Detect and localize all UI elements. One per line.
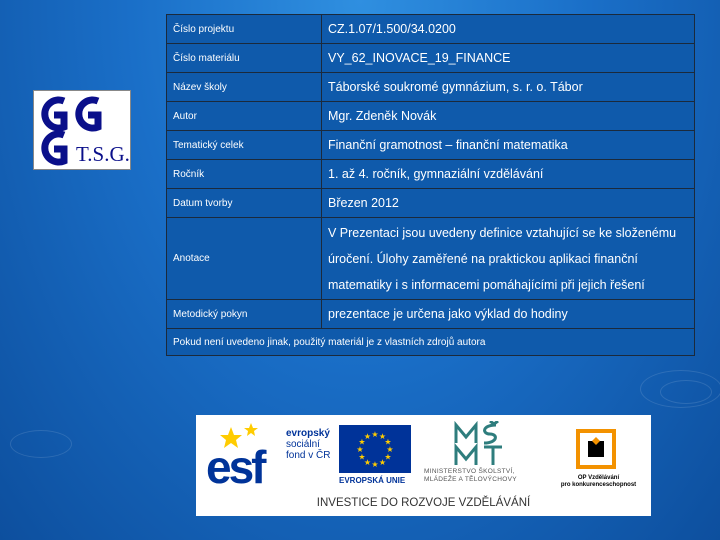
info-row: [167, 189, 695, 218]
school-logo-mark: [34, 91, 130, 169]
row-value: Finanční gramotnost – finanční matematika: [322, 131, 695, 160]
info-row: [167, 131, 695, 160]
info-row: [167, 218, 695, 300]
msmt-line-2: MLÁDEŽE A TĚLOVÝCHOVY: [424, 476, 517, 483]
eu-star-icon: ★: [378, 432, 387, 442]
svg-text:esf: esf: [206, 441, 264, 489]
row-label: Číslo projektu: [167, 15, 322, 44]
banner-slogan: INVESTICE DO ROZVOJE VZDĚLÁVÁNÍ: [316, 497, 531, 509]
info-row: [167, 102, 695, 131]
row-value: Březen 2012: [322, 189, 695, 218]
row-value: Mgr. Zdeněk Novák: [322, 102, 695, 131]
row-value: V Prezentaci jsou uvedeny definice vztahující se ke složenému úročení. Úlohy zaměřené na praktickou aplikaci finanční matematiky i s informacemi pomáhajícími při jejich řešení: [322, 218, 695, 300]
eu-star-icon: ★: [386, 445, 394, 454]
row-value: prezentace je určena jako výklad do hodiny: [322, 300, 695, 329]
eu-caption: EVROPSKÁ UNIE: [339, 476, 406, 485]
row-label: Anotace: [167, 218, 322, 300]
info-row: [167, 44, 695, 73]
esf-logo-icon: [206, 423, 286, 489]
info-row: [167, 15, 695, 44]
esf-line-3: fond v ČR: [286, 450, 331, 461]
row-label: Autor: [167, 102, 322, 131]
esf-line-1: evropský: [286, 428, 330, 439]
row-value: Táborské soukromé gymnázium, s. r. o. Tábor: [322, 73, 695, 102]
footer-row: [167, 329, 695, 356]
row-label: Název školy: [167, 73, 322, 102]
logo-letters: T.S.G.: [76, 142, 130, 166]
decorative-ripple: [10, 430, 72, 458]
row-label: Číslo materiálu: [167, 44, 322, 73]
eu-star-icon: ★: [358, 452, 366, 462]
op-line-2: pro konkurenceschopnost: [560, 482, 637, 488]
eu-star-icon: ★: [384, 452, 392, 462]
op-caption: [551, 475, 646, 489]
school-logo: [33, 90, 131, 170]
eu-star-icon: ★: [358, 437, 366, 447]
info-row: [167, 300, 695, 329]
esf-text: [286, 428, 330, 461]
eu-star-icon: ★: [384, 437, 392, 447]
eu-star-icon: ★: [356, 445, 364, 454]
info-row: [167, 73, 695, 102]
eu-stars-icon: [339, 425, 411, 473]
msmt-logo-icon: [452, 421, 522, 467]
row-label: Datum tvorby: [167, 189, 322, 218]
decorative-ripple: [660, 380, 712, 404]
eu-flag-icon: [339, 425, 411, 473]
info-row: [167, 160, 695, 189]
row-value: 1. až 4. ročník, gymnaziální vzdělávání: [322, 160, 695, 189]
row-value: CZ.1.07/1.500/34.0200: [322, 15, 695, 44]
row-label: Metodický pokyn: [167, 300, 322, 329]
footer-note: Pokud není uvedeno jinak, použitý materiál je z vlastních zdrojů autora: [167, 329, 695, 356]
eu-funding-banner: [196, 415, 651, 516]
row-value: VY_62_INOVACE_19_FINANCE: [322, 44, 695, 73]
msmt-line-1: MINISTERSTVO ŠKOLSTVÍ,: [424, 468, 515, 475]
eu-star-icon: ★: [363, 457, 372, 467]
eu-star-icon: ★: [371, 460, 379, 469]
esf-line-2: sociální: [286, 439, 320, 450]
op-line-1: OP Vzdělávání: [577, 475, 620, 481]
row-label: Ročník: [167, 160, 322, 189]
row-label: Tematický celek: [167, 131, 322, 160]
op-vk-logo-icon: [574, 425, 622, 473]
msmt-caption: [424, 468, 517, 484]
eu-star-icon: ★: [363, 432, 372, 442]
eu-star-icon: ★: [371, 430, 379, 439]
project-info-table: [166, 14, 695, 356]
eu-star-icon: ★: [378, 457, 387, 467]
